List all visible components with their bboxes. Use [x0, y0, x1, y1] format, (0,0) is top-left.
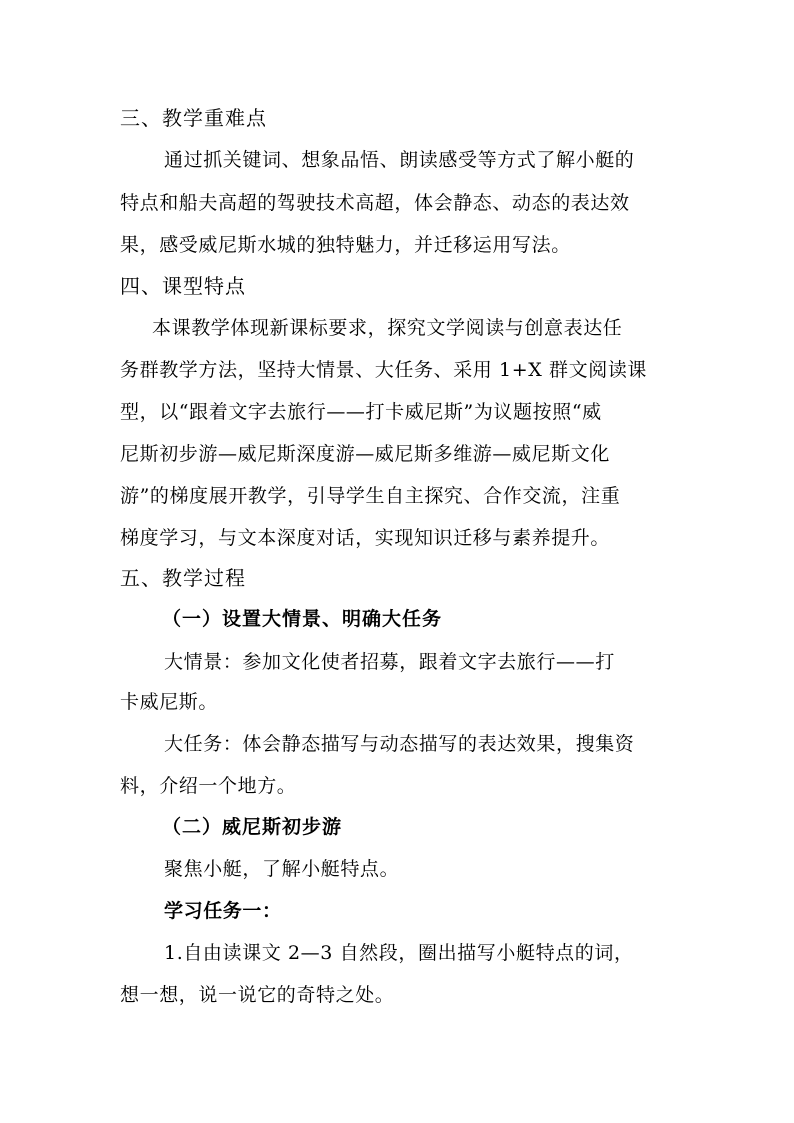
section-heading-3: 三、教学重难点: [120, 106, 267, 130]
paragraph-line: 料，介绍一个地方。: [120, 775, 297, 797]
paragraph-line: 聚焦小艇，了解小艇特点。: [164, 858, 400, 880]
paragraph-line: 游”的梯度展开教学，引导学生自主探究、合作交流，注重: [120, 485, 621, 507]
paragraph-line: 特点和船夫高超的驾驶技术高超，体会静态、动态的表达效: [120, 192, 630, 214]
list-item-line: 1.自由读课文 2—3 自然段，圈出描写小艇特点的词，: [164, 942, 634, 964]
list-item-line: 想一想，说一说它的奇特之处。: [120, 984, 395, 1006]
paragraph-line: 务群教学方法，坚持大情景、大任务、采用 1+X 群文阅读课: [120, 359, 648, 381]
paragraph-line: 尼斯初步游—威尼斯深度游—威尼斯多维游—威尼斯文化: [120, 443, 611, 465]
paragraph-line: 型，以“跟着文字去旅行——打卡威尼斯”为议题按照“威: [120, 401, 602, 423]
paragraph-line: 果，感受威尼斯水城的独特魅力，并迁移运用写法。: [120, 234, 571, 256]
paragraph-line: 卡威尼斯。: [120, 691, 219, 713]
paragraph-line: 本课教学体现新课标要求，探究文学阅读与创意表达任: [152, 317, 623, 339]
subsection-heading-2: （二）威尼斯初步游: [162, 816, 343, 838]
subsection-heading-1: （一）设置大情景、明确大任务: [162, 608, 443, 630]
paragraph-line: 梯度学习，与文本深度对话，实现知识迁移与素养提升。: [120, 527, 611, 549]
task-heading: 学习任务一：: [164, 900, 282, 922]
section-heading-4: 四、课型特点: [120, 274, 246, 298]
paragraph-line: 大情景：参加文化使者招募，跟着文字去旅行——打: [164, 651, 615, 673]
paragraph-line: 通过抓关键词、想象品悟、朗读感受等方式了解小艇的: [164, 149, 635, 171]
paragraph-line: 大任务：体会静态描写与动态描写的表达效果，搜集资: [164, 733, 635, 755]
section-heading-5: 五、教学过程: [120, 566, 246, 590]
